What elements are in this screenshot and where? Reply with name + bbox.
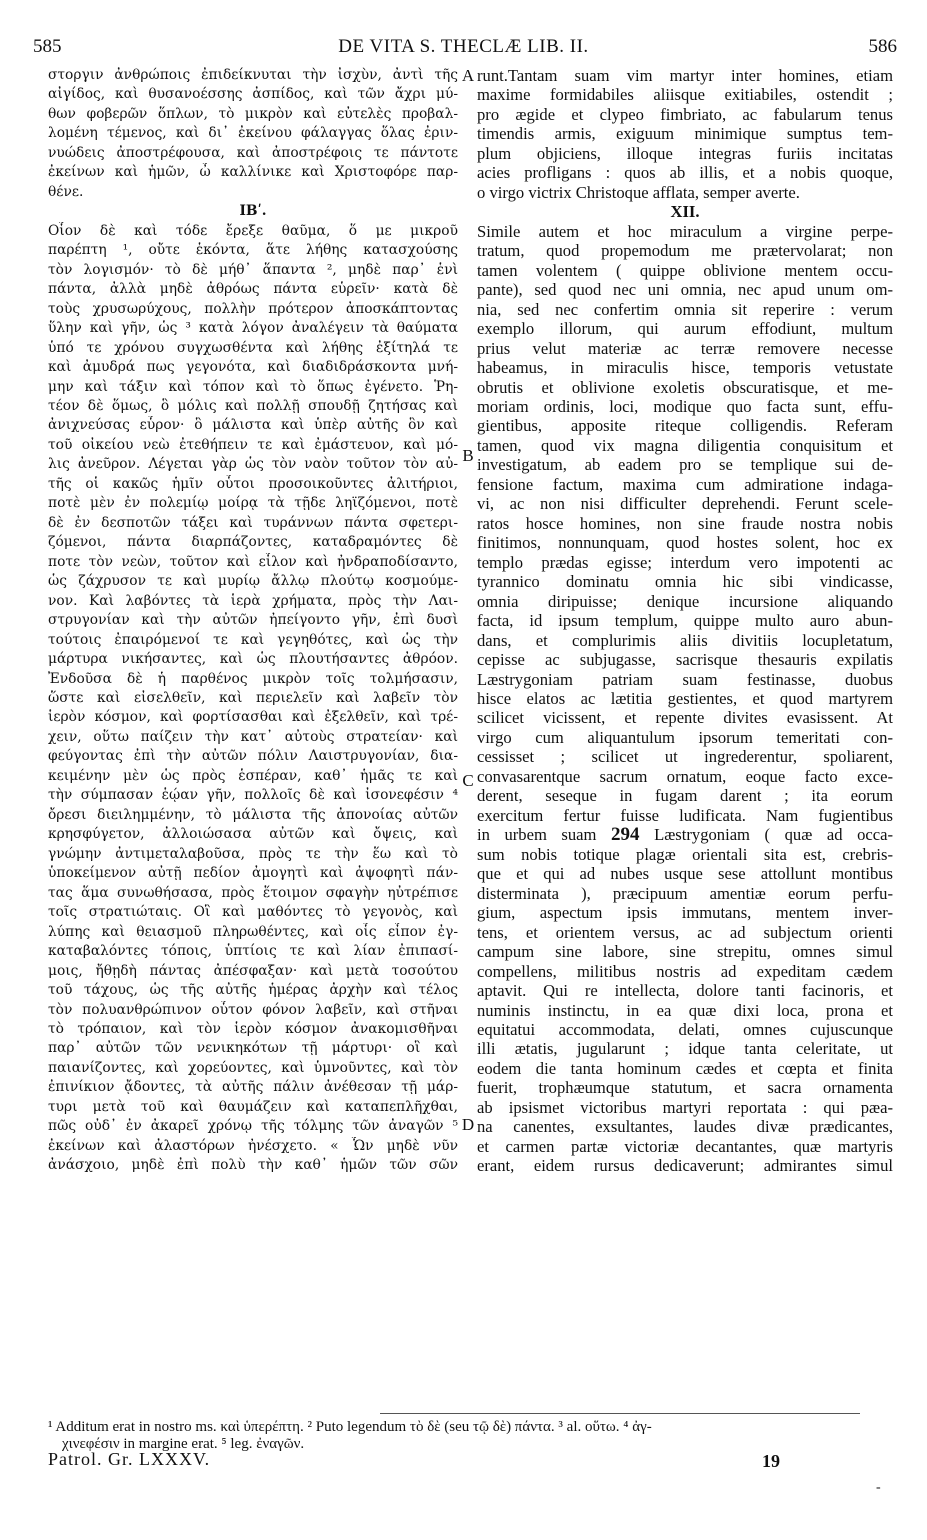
- left-column-number: 585: [33, 36, 62, 57]
- edition-page-marker: 294: [611, 825, 640, 845]
- greek-text-line: ἐπινίκιον ᾄδοντες, τὰ αὐτῆς πάλιν ἀνέθεσαν τῇ μάρ-: [48, 1079, 458, 1096]
- greek-text-line: θων φοβερῶν ὅπλων, τὸ μικρὸν καὶ εὐτελὲς προβαλ-: [48, 105, 458, 122]
- latin-text-line: tens, et orientem versus, ac ad subjectum orienti: [477, 922, 893, 942]
- greek-text-line: ὑποκείμενον αὐτῇ πεδίον ἀμογητὶ καὶ ἀψοφητὶ πάν-: [48, 865, 458, 882]
- greek-text-line: ὥστε καὶ εἰσελθεῖν, καὶ περιελεῖν καὶ λαβεῖν τὸν: [48, 690, 458, 706]
- latin-column: [477, 66, 893, 1176]
- greek-text-line: Οἷον δὲ καὶ τόδε ἔρεξε θαῦμα, ὅ με μικροῦ: [48, 222, 458, 239]
- greek-text-line: στοργιν ἀνθρώποις ἐπιδείκνυται τὴν ἰσχὺν, ἀντὶ τῆς: [48, 67, 458, 83]
- latin-text-line: virgo cum aliquantulum ipsorum temeritati con-: [477, 727, 893, 747]
- greek-text-line: τοὺς χρυσωρύχους, πολλὴν πρότερον ἀποσκάπτοντας: [48, 300, 458, 317]
- greek-text-line: τὸν πολυανθρώπινον οὗτον φόνον λαβεῖν, καὶ στῆναι: [48, 1001, 458, 1018]
- greek-text-line: καὶ ἀμυδρά πως γεγονότα, καὶ διαδιδράσκοντα μνή-: [48, 359, 458, 376]
- latin-text-line: aptavit. Qui re intellecta, dolore tanti facinoris, et: [477, 981, 893, 1001]
- latin-text-line: que et qui ad nubes usque sese attollunt montibus: [477, 864, 893, 884]
- greek-text-line: τοῦ τάχους, ὡς τῆς αὐτῆς ἡμέρας ἀρχὴν καὶ τέλος: [48, 982, 458, 999]
- latin-text-line: et carmen partæ victoriæ decantantes, quæ martyris: [477, 1136, 893, 1156]
- latin-text-line: campum sine labore, sine strepitu, omnes simul: [477, 942, 893, 962]
- margin-letter-b: B: [462, 446, 474, 465]
- latin-text-line: obrutis et oblivione exoletis obscuratisque, et me-: [477, 377, 893, 397]
- latin-text-line: omnia diripuisse; denique incursione aliquando: [477, 591, 893, 611]
- latin-text-line: moriam ordinis, loci, modique quo facta sunt, effu-: [477, 396, 893, 416]
- greek-text-line: καταβαλόντες τόποις, ὑπτίοις τε καὶ λίαν ἐπιπασί-: [48, 943, 458, 960]
- footnote-line-2: χινεφέσιν in margine erat. ⁵ leg. ἐναγῶν.: [62, 1436, 305, 1452]
- margin-letter-d: D: [461, 1115, 475, 1134]
- latin-text-line: derent, seseque in fugam darent ; ita eorum: [477, 786, 893, 806]
- greek-text-line: λύπης καὶ θειασμοῦ πληρωθέντες, καὶ οἷς εἶπον ἐγ-: [48, 923, 458, 940]
- latin-text-line: Læstrygoniam patriam suam festinasse, duobus: [477, 669, 893, 689]
- greek-text-line: τέον δὲ ὅμως, ὃ μόλις καὶ πολλῇ σπουδῇ ζητήσας καὶ: [48, 397, 458, 414]
- greek-text-line: τοῦ οἰκείου νεὼ ἐτεθήπειν τε καὶ ἐμάστευον, καὶ μό-: [48, 436, 458, 453]
- series-note: Patrol. Gr. LXXXV.: [48, 1449, 211, 1469]
- margin-letter-a: A: [461, 66, 475, 85]
- latin-text-line: convasarentque sacrum ornatum, eoque facto exce-: [477, 766, 893, 786]
- greek-text-line: νυώδεις ἀποστρέφουσα, καὶ ἀποστρέφοις τε πάντοτε: [48, 144, 458, 161]
- latin-text-line: illi ætatis, jugularunt ; idque tanta celeritate, ut: [477, 1039, 893, 1059]
- latin-text-line: fuerit, trophæumque statutum, et sacra ornamenta: [477, 1078, 893, 1098]
- greek-text-line: τὸ τρόπαιον, καὶ τὸν ἱερὸν κόσμον ἀνακομισθῆναι: [48, 1020, 458, 1037]
- latin-text-line: numinis instinctu, in ea quæ dixi loca, prona et: [477, 1000, 893, 1020]
- greek-text-line: ποτὲ μὲν ἐν πολεμίῳ μοίρᾳ τὰ τῇδε ληϊζόμενοι, ποτὲ: [48, 495, 458, 512]
- latin-text-line: facta, id ipsum templum, quippe multo auro abun-: [477, 611, 893, 631]
- latin-text-line: acies profligans : quos ab illis, et a nobis quoque,: [477, 163, 893, 183]
- latin-text-line: maxime formidabiles aliisque exitiabiles, ostendit ;: [477, 85, 893, 105]
- latin-text-line: na canentes, exsultantes, laudes divæ prædicantes,: [477, 1117, 893, 1137]
- latin-text-line: dans, et complurimis aliis divitiis locupletatum,: [477, 630, 893, 650]
- latin-text-line: sum nobis totique plagæ orientali sita est, crebris-: [477, 844, 893, 864]
- greek-text-line: πάντα, ἀλλὰ μηδὲ ἀθρόως πάντα εὑρεῖν· κατὰ δὲ: [48, 281, 458, 298]
- latin-text-line: finitimos, nonnunquam, quod hostes solent, hoc ex: [477, 533, 893, 553]
- latin-text-line: exemplo illorum, qui aurum effodiunt, multum: [477, 319, 893, 339]
- latin-text-line: fensione factum, maxima cum admiratione indaga-: [477, 474, 893, 494]
- latin-text-line: disterminata ), præcipuum amentiæ eorum perfu-: [477, 883, 893, 903]
- latin-text-line: tamen volentem ( quippe oblivione mentem occu-: [477, 260, 893, 280]
- greek-text-line: πῶς οὐδ᾽ ἐν ἀκαρεῖ χρόνῳ τῆς τόλμης τῶν ἀναγῶν ⁵: [48, 1118, 458, 1135]
- latin-text-line: prius velut materiæ ac terræ removere necesse: [477, 338, 893, 358]
- latin-text-line: tratum, quod propemodum me prætervolarat; non: [477, 241, 893, 261]
- latin-text-line: exercitum fertur fuisse ludificata. Nam fugientibus: [477, 805, 893, 825]
- latin-text-line: cessisset ; scilicet ut ingrederentur, spoliarent,: [477, 747, 893, 767]
- latin-text-line: gium, aspectum ipsis immutans, mentem inver-: [477, 903, 893, 923]
- greek-text-line: αἰγίδος, καὶ θυσανοέσσης ἀσπίδος, καὶ τῶν ἄχρι μύ-: [48, 86, 458, 103]
- greek-text-line: τοῖς στρατιώταις. Οἳ καὶ μαθόντες τὸ γεγονὸς, καὶ: [48, 904, 458, 921]
- running-header: [30, 36, 897, 58]
- latin-text-line: erant, eidem rursus dedicaverunt; admirantes simul: [477, 1156, 893, 1176]
- greek-text-line: νον. Καὶ λαβόντες τὰ ἱερὰ χρήματα, πρὸς τὴν Λαι-: [48, 592, 458, 609]
- greek-text-line: γνώμην ἀντιμεταλαβοῦσα, πρὸς τε τὴν ἕω καὶ τὸ: [48, 845, 458, 862]
- greek-text-line: κρησφύγετον, ἀλλοιώσασα αὐτῶν καὶ ὄψεις, καὶ: [48, 826, 458, 843]
- latin-text-line: scilicet vicissent, et repente divites evasissent. At: [477, 708, 893, 728]
- latin-text-line: vi, ac non nisi difficulter deprehendi. Ferunt scele-: [477, 494, 893, 514]
- latin-text-line: Simile autem et hoc miraculum a virgine perpe-: [477, 221, 893, 241]
- greek-text-line: τυρι μετὰ τοῦ καὶ θαυμάζειν καὶ καταπεπλῆχθαι,: [48, 1098, 458, 1115]
- latin-text-line: plum objiciens, illoque integras furiis incitatas: [477, 143, 893, 163]
- latin-text-line: pro ægide et clypeo fimbriato, ac fabularum tenus: [477, 104, 893, 124]
- signature-mark: 19: [762, 1451, 780, 1471]
- latin-text-line: investigatum, ab eadem pro se templique sui de-: [477, 455, 893, 475]
- latin-text-line: ratos hosce homines, non sine fraude nostra nobis: [477, 513, 893, 533]
- greek-text-line: ὕλην καὶ γῆν, ὡς ³ κατὰ λόγον ἀναλέγειν τὰ θαύματα: [48, 320, 458, 337]
- latin-text-line: o virgo victrix Christoque afflata, semper averte.: [477, 182, 800, 202]
- greek-text-line: παρ᾽ αὐτῶν τῶν νενικηκότων τῇ μάρτυρι· οἳ καὶ: [48, 1040, 458, 1057]
- greek-text-line: θένε.: [48, 183, 84, 200]
- footnote-rule: [380, 1413, 860, 1414]
- greek-text-line: ὡς ζάχρυσον τε καὶ μυρίῳ ἄλλῳ πλούτῳ κοσμούμε-: [48, 573, 458, 590]
- greek-text-line: στρυγονίαν καὶ τὴν αὐτῶν ἠπείγοντο γῆν, ἐπὶ δυσὶ: [48, 612, 458, 629]
- greek-text-line: τῆς οἱ κακῶς ἡμῖν οὗτοι προσοικοῦντες ἀλιτήριοι,: [48, 475, 458, 492]
- greek-text-line: ὄρεσι διειλημμένην, τὸ μάλιστα τῆς ἀπονοίας αὐτῶν: [48, 806, 458, 823]
- latin-text-line: in urbem suam 294 Læstrygoniam ( quæ ad occa-: [477, 825, 893, 845]
- latin-text-line: tamen, quod vix magna diligentia conquisitum et: [477, 435, 893, 455]
- greek-text-line: μάρτυρα νικήσαντες, καὶ ὡς πλουτήσαντες ἀθρόον.: [48, 651, 458, 668]
- greek-text-line: τὸν λογισμόν· τὸ δὲ μήθ᾽ ἅπαντα ², μηδὲ παρ᾽ ἑνὶ: [48, 261, 458, 278]
- greek-text-line: παιανίζοντες, καὶ χορεύοντες, καὶ ὑμνοῦντες, καὶ τὸν: [48, 1059, 458, 1076]
- latin-text-line: tyrannico dominatu omnia hic sibi vindicasse,: [477, 572, 893, 592]
- greek-text-line: Ἐνδοῦσα δὲ ἡ παρθένος μικρὸν τοῖς τολμήσασιν,: [48, 670, 458, 687]
- latin-text-line: XII.: [670, 202, 700, 222]
- latin-text-line: gientibus, apposite riteque colligendis. Referam: [477, 416, 893, 436]
- latin-text-line: pante), sed quod nec uni omnia, nec apud unum om-: [477, 280, 893, 300]
- greek-text-line: ἀνάσχοιο, μηδὲ ἐπὶ πολὺ τὴν καθ᾽ ἡμῶν τῶν σῶν: [48, 1157, 458, 1174]
- greek-text-line: τὴν σύμπασαν ἑῴαν γῆν, πολλοῖς δὲ καὶ ἰσονεφέσιν ⁴: [48, 787, 458, 804]
- footer-mark: -: [876, 1480, 881, 1495]
- greek-text-line: ζόμενοι, πάντα διαρπάζοντες, καταδραμόντες δὲ: [48, 534, 458, 551]
- greek-column: [48, 66, 458, 1176]
- latin-text-line: timendis armis, exiguum minimique sumptus tem-: [477, 124, 893, 144]
- greek-text-line: ποτε τὸν νεὼν, τοῦτον καὶ εἷλον καὶ ἠνδραποδίσαντο,: [48, 553, 458, 570]
- latin-text-line: ab ipsismet victoribus martyri reportata : qui pæa-: [477, 1097, 893, 1117]
- greek-text-line: δὲ ἐν δεσποτῶν τάξει καὶ τυράννων πάντα σφετερι-: [48, 514, 458, 531]
- greek-text-line: παρέπτη ¹, οὔτε ἑκόντα, ἅτε λήθης κατασχούσης: [48, 242, 458, 259]
- greek-text-line: ΙΒʹ.: [239, 203, 267, 220]
- greek-text-line: μοις, ἤθῃδὴ πάντας ἀπέσφαξαν· καὶ μετὰ τοσούτου: [48, 962, 458, 979]
- greek-text-line: κειμένην μὲν ὡς πρὸς ἑσπέραν, καθ᾽ ἡμᾶς τε καὶ: [48, 767, 458, 784]
- right-column-number: 586: [868, 36, 897, 57]
- greek-text-line: ἐκείνων καὶ ἡμῶν, ὦ καλλίνικε καὶ Χριστοφόρε παρ-: [48, 164, 458, 181]
- greek-text-line: ἐκείνων καὶ ἀλαστόρων ἠνέσχετο. « Ὧν μηδὲ νῦν: [48, 1137, 458, 1154]
- latin-text-line: runt.Tantam suam vim martyr inter homines, etiam: [477, 66, 893, 85]
- latin-text-line: cepisse ac subjugasse, sacrisque thesauris expilatis: [477, 650, 893, 670]
- footnote-line-1: ¹ Additum erat in nostro ms. καὶ ὑπερέπτη. ² Puto legendum τὸ δὲ (seu τῷ δὲ) πάντα. ³ al. οὕτω. ⁴ ἀγ-: [48, 1419, 652, 1435]
- greek-text-line: φεύγοντας ἐπὶ τὴν αὐτῶν πόλιν Λαιστρυγονίαν, δια-: [48, 748, 458, 765]
- greek-text-line: ἀνιχνεύσας εὗρον· ὃ μάλιστα καὶ ὑπὲρ αὐτῆς ὃν καὶ: [48, 417, 458, 434]
- latin-text-line: templo prædas egisse; interdum vero impotenti ac: [477, 552, 893, 572]
- running-title: DE VITA S. THECLÆ LIB. II.: [338, 36, 589, 57]
- greek-text-line: τούτοις ἐπαιρόμενοί τε καὶ γεγηθότες, καὶ ὡς τὴν: [48, 631, 458, 648]
- latin-text-line: nia, sed nec confertim omnia sit reperire : verum: [477, 299, 893, 319]
- greek-text-line: τας ἅμα συνωθήσασα, πρὸς ἕτοιμον σφαγὴν ηὐτρέπισε: [48, 884, 458, 901]
- latin-text-line: hisce elatos ac lætitia gestientes, et quod martyrem: [477, 689, 893, 708]
- greek-text-line: χειν, οὕτω παίζειν τὴν κατ᾽ αὐτοὺς στρατείαν· καὶ: [48, 728, 458, 745]
- greek-text-line: λις ἀνεῦρον. Λέγεται γὰρ ὡς τὸν ναὸν τοῦτον τὸν αὐ-: [48, 456, 458, 473]
- greek-text-line: λομένη τέμενος, καὶ δι᾽ ἐκείνου φάλαγγας ὅλας ἐριν-: [48, 125, 458, 142]
- margin-letter-c: C: [462, 771, 474, 790]
- greek-text-line: ἱερὸν κόσμον, καὶ φορτίσασθαι καὶ ἐξελθεῖν, καὶ τρέ-: [48, 709, 458, 726]
- greek-text-line: μην καὶ τάξιν καὶ τόπον καὶ τὸ ὅπως ἐγένετο. Ῥη-: [48, 378, 458, 395]
- latin-text-line: equitatui accommodata, delati, omnes cujuscunque: [477, 1019, 893, 1039]
- latin-text-line: eodem die tanta hominum cædes et cœpta et finita: [477, 1058, 893, 1078]
- greek-text-line: ὑπό τε χρόνου συγχωσθέντα καὶ λήθης ἐξίτηλά τε: [48, 339, 458, 356]
- latin-text-line: habeamus, in miraculis hisce, temporis vetustate: [477, 358, 893, 378]
- latin-text-line: compellens, militibus nostris ad expeditam cædem: [477, 961, 893, 981]
